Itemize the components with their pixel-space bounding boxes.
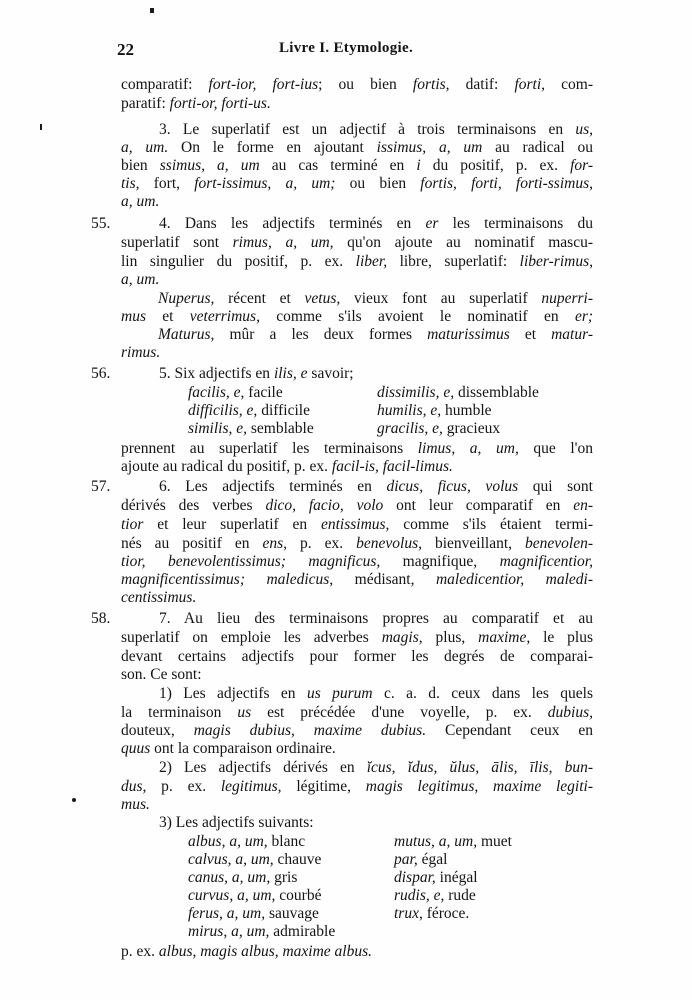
text-line: ajoute au radical du positif, p. ex. facil-is, facil-limus.	[121, 458, 453, 475]
text-line: lin singulier du positif, p. ex. liber, libre, superlatif: liber-rimus,	[121, 253, 593, 270]
text-line: tior, benevolentissimus; magnificus, magnifique, magnificentior,	[121, 553, 593, 570]
text-line: dérivés des verbes dico, facio, volo ont leur comparatif en en-	[121, 497, 593, 514]
text-line: 2) Les adjectifs dérivés en ĭcus, ĭdus, ŭlus, ālis, īlis, bun-	[159, 759, 593, 776]
text-line: rimus.	[121, 344, 161, 361]
text-line: paratif: forti-or, forti-us.	[121, 95, 271, 112]
text-line: Nuperus, récent et vetus, vieux font au superlatif nuperri-	[158, 290, 593, 307]
list-item: mirus, a, um, admirable	[188, 923, 336, 940]
text-line: magnificentissimus; maledicus, médisant, maledicentior, maledi-	[121, 571, 593, 588]
text-line: 7. Au lieu des terminaisons propres au comparatif et au	[159, 610, 593, 627]
list-item: calvus, a, um, chauve	[188, 851, 322, 868]
scan-mark	[150, 8, 154, 13]
text-line: a, um.	[121, 271, 160, 288]
text-line: comparatif: fort-ior, fort-ius; ou bien fortis, datif: forti, com-	[121, 76, 593, 93]
scan-mark	[72, 798, 76, 802]
list-item: albus, a, um, blanc	[188, 833, 306, 850]
text-line: bien ssimus, a, um au cas terminé en i du positif, p. ex. for-	[121, 157, 594, 174]
list-item: mutus, a, um, muet	[394, 833, 512, 850]
running-title: Livre I. Etymologie.	[278, 40, 414, 56]
text-line: a, um. On le forme en ajoutant issimus, a, um au radical ou	[121, 139, 593, 156]
list-item: facilis, e, facile	[188, 384, 283, 401]
text-line: 3) Les adjectifs suivants:	[159, 814, 314, 831]
section-number: 55.	[91, 215, 111, 232]
section-number: 57.	[91, 478, 111, 495]
section-number: 58.	[91, 610, 111, 627]
text-line: superlatif on emploie les adverbes magis, plus, maxime, le plus	[121, 629, 594, 646]
list-item: gracilis, e, gracieux	[377, 420, 501, 437]
text-line: quus ont la comparaison ordinaire.	[121, 740, 336, 757]
list-item: dissimilis, e, dissemblable	[377, 384, 539, 401]
text-line: a, um.	[121, 193, 160, 210]
text-line: prennent au superlatif les terminaisons limus, a, um, que l'on	[121, 440, 593, 457]
text-line: 1) Les adjectifs en us purum c. a. d. ceux dans les quels	[159, 685, 593, 702]
text-line: son. Ce sont:	[121, 666, 202, 683]
list-item: rudis, e, rude	[394, 887, 476, 904]
list-item: similis, e, semblable	[188, 420, 314, 437]
text-line: p. ex. albus, magis albus, maxime albus.	[121, 943, 373, 960]
list-item: dispar, inégal	[394, 869, 478, 886]
text-line: tior et leur superlatif en entissimus, comme s'ils étaient termi-	[121, 516, 593, 533]
list-item: curvus, a, um, courbé	[188, 887, 322, 904]
text-line: la terminaison us est précédée d'une voyelle, p. ex. dubius,	[121, 704, 594, 721]
scan-mark	[40, 124, 42, 130]
text-line: douteux, magis dubius, maxime dubius. Cependant ceux en	[121, 722, 593, 739]
text-line: devant certains adjectifs pour former les degrés de comparai-	[121, 648, 593, 665]
section-number: 56.	[91, 365, 111, 382]
text-line: centissimus.	[121, 589, 197, 606]
text-line: superlatif sont rimus, a, um, qu'on ajoute au nominatif mascu-	[121, 234, 593, 251]
text-line: 4. Dans les adjectifs terminés en er les terminaisons du	[159, 215, 593, 232]
text-line: 3. Le superlatif est un adjectif à trois terminaisons en us,	[159, 121, 593, 138]
list-item: difficilis, e, difficile	[188, 402, 310, 419]
text-line: Maturus, mûr a les deux formes maturissimus et matur-	[158, 326, 593, 343]
list-item: ferus, a, um, sauvage	[188, 905, 319, 922]
text-line: nés au positif en ens, p. ex. benevolus, bienveillant, benevolen-	[121, 535, 593, 552]
list-item: trux, féroce.	[394, 905, 470, 922]
text-line: dus, p. ex. legitimus, légitime, magis legitimus, maxime legiti-	[121, 778, 593, 795]
list-item: humilis, e, humble	[377, 402, 492, 419]
text-line: 5. Six adjectifs en ilis, e savoir;	[159, 365, 354, 382]
page-number: 22	[117, 40, 134, 59]
text-line: tis, fort, fort-issimus, a, um; ou bien fortis, forti, forti-ssimus,	[121, 175, 593, 192]
text-line: 6. Les adjectifs terminés en dicus, ficus, volus qui sont	[159, 478, 593, 495]
text-line: mus et veterrimus, comme s'ils avoient le nominatif en er;	[121, 308, 594, 325]
list-item: canus, a, um, gris	[188, 869, 298, 886]
list-item: par, égal	[394, 851, 448, 868]
text-line: mus.	[121, 796, 150, 813]
